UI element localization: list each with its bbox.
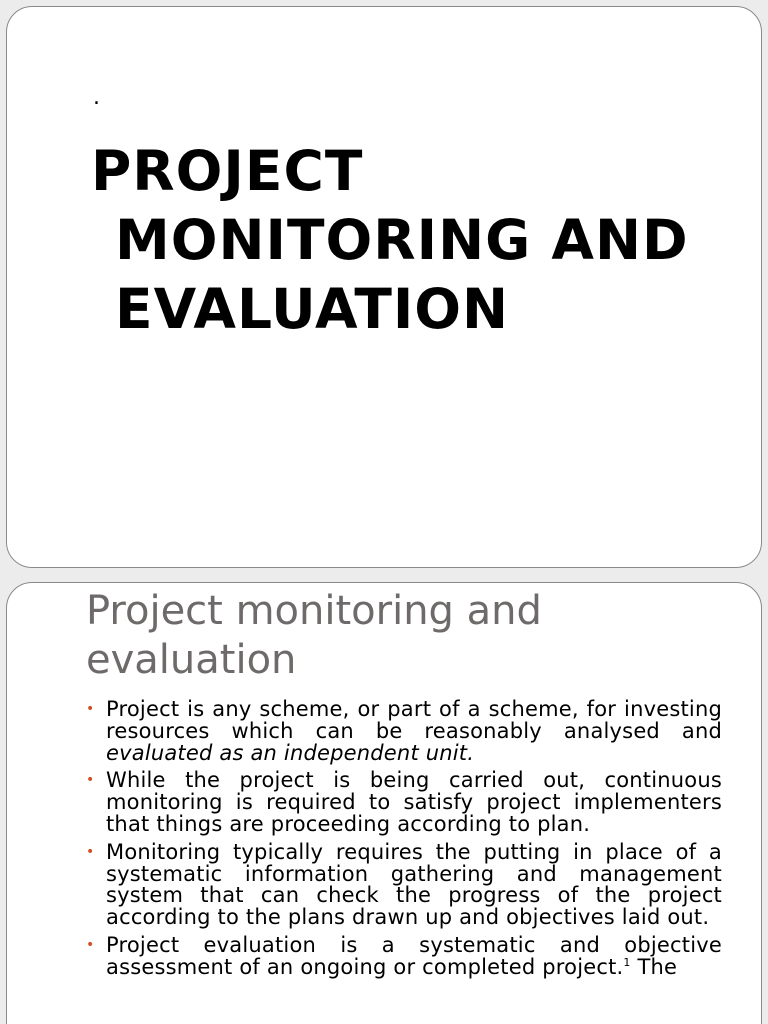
slide-title-heading xyxy=(91,137,731,344)
bullet-icon: • xyxy=(86,772,95,789)
bullet-italic-text: evaluated as an independent unit. xyxy=(106,740,475,765)
bullet-text: Project evaluation is a systematic and objective assessment of an ongoing or completed project. xyxy=(106,932,722,979)
bullet-list xyxy=(86,699,722,985)
slide-heading xyxy=(86,587,726,685)
slide-content xyxy=(6,582,762,1024)
bullet-icon: • xyxy=(86,843,95,860)
list-item xyxy=(86,699,722,764)
title-line-3: EVALUATION xyxy=(115,277,510,341)
bullet-tail-text: The xyxy=(630,954,678,979)
title-line-2: MONITORING AND xyxy=(115,208,689,272)
heading-line-2: evaluation xyxy=(86,637,297,683)
bullet-icon: • xyxy=(86,936,95,953)
list-item xyxy=(86,770,722,835)
bullet-text: Project is any scheme, or part of a scheme, for investing resources which can be reasonably analysed and xyxy=(106,697,722,743)
bullet-text: While the project is being carried out, continuous monitoring is required to satisfy project implementers that things are proceeding according to plan. xyxy=(106,768,722,836)
slide-dot: . xyxy=(93,85,100,110)
title-line-1: PROJECT xyxy=(91,139,364,203)
bullet-text: Monitoring typically requires the putting in place of a systematic information gathering and management system that can check the progress of the project according to the plans drawn up and objectives laid out. xyxy=(106,839,722,930)
bullet-icon: • xyxy=(86,701,95,717)
list-item xyxy=(86,932,722,979)
footnote-marker: 1 xyxy=(623,955,631,969)
heading-line-1: Project monitoring and xyxy=(86,588,542,634)
slide-title xyxy=(6,6,762,568)
list-item xyxy=(86,839,722,930)
